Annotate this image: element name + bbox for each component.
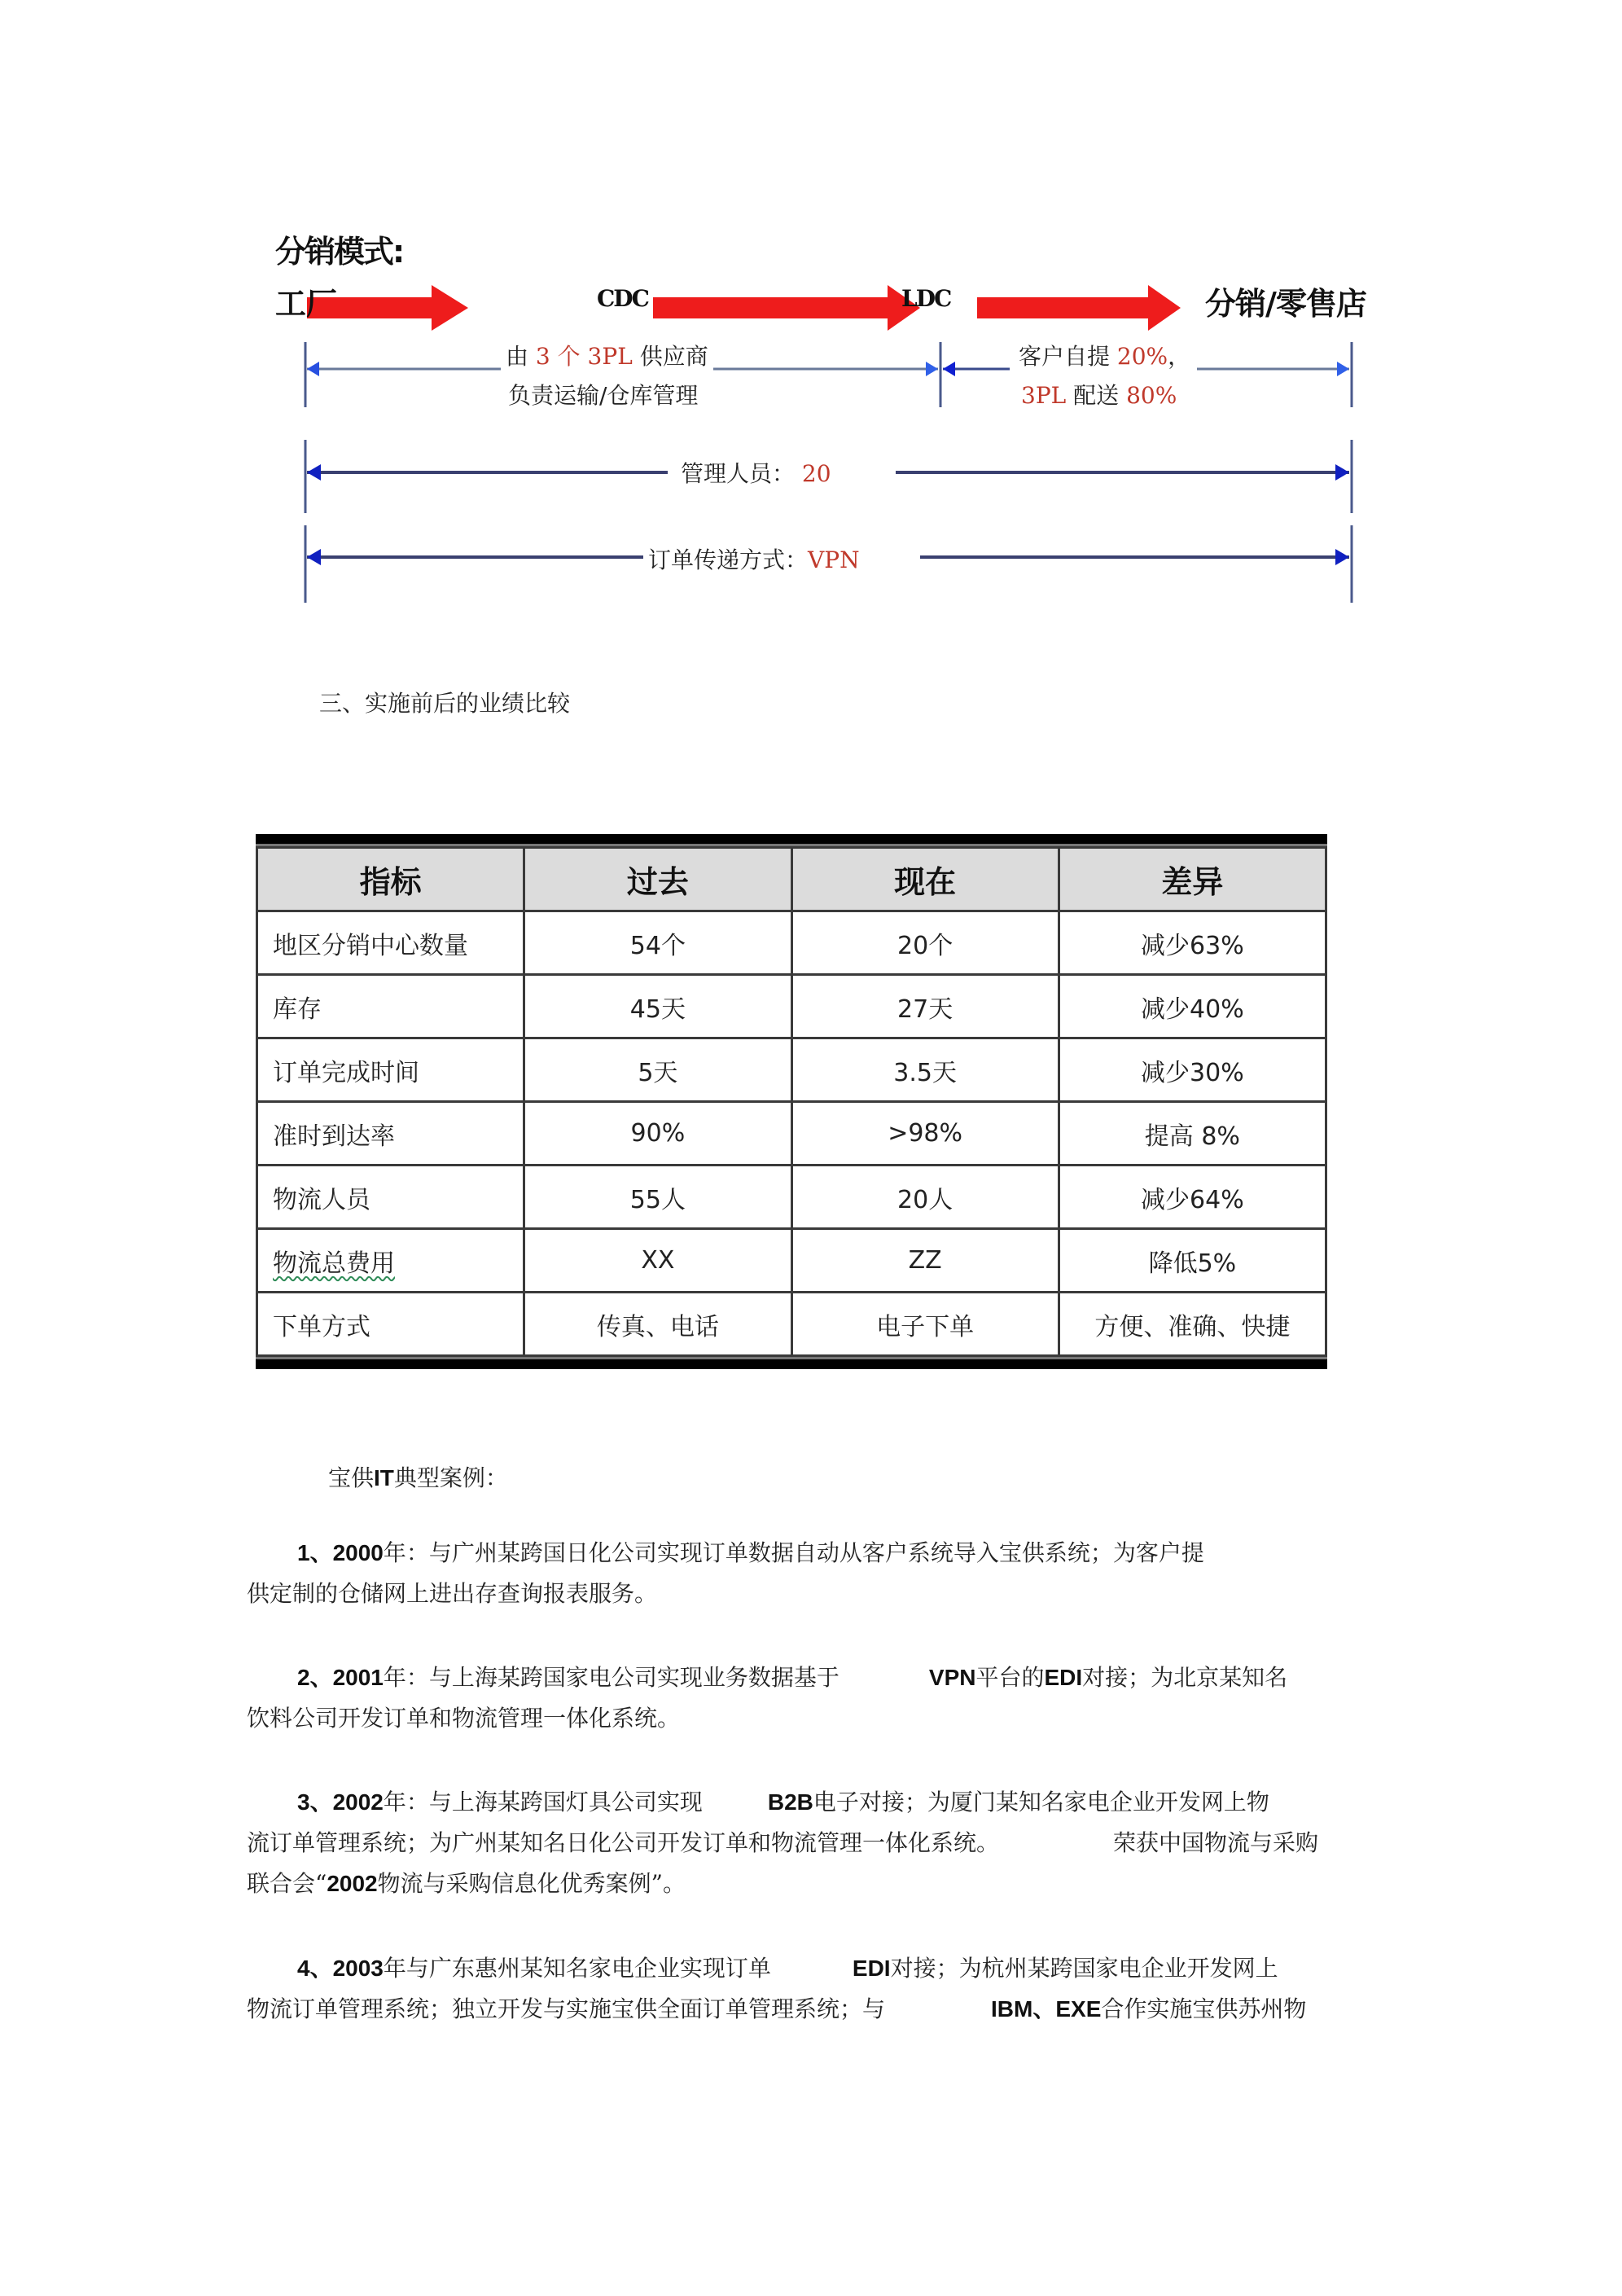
case-text: 荣获中国物流与采购 (1113, 1829, 1319, 1856)
paragraph-line (247, 1989, 1387, 2030)
case-year: 2003 (332, 1956, 384, 1981)
comparison-table (256, 846, 1327, 1357)
cell-present: >98% (791, 1102, 1059, 1166)
arrowhead-left-icon (307, 362, 319, 376)
table-row (257, 975, 1326, 1038)
cell-present: 27天 (791, 975, 1059, 1038)
cell-present: 20个 (791, 911, 1059, 975)
case-text: 合作实施宝供苏州物 (1101, 1995, 1307, 2022)
cell-past: XX (524, 1229, 791, 1293)
arrowhead-right-icon (926, 362, 938, 376)
label-text: 管理人员： (681, 460, 796, 487)
paragraph-line (247, 1533, 1387, 1574)
intro-text: 典型案例： (393, 1464, 508, 1491)
cell-indicator (257, 1229, 524, 1293)
table-row (257, 1038, 1326, 1102)
label-text: 供应商 (639, 343, 708, 370)
case-text: 物流与采购信息化优秀案例”。 (377, 1870, 686, 1897)
flow-arrow-ldc-store (977, 285, 1181, 331)
header-indicator: 指标 (257, 848, 524, 911)
case-bold: EDI (1044, 1665, 1083, 1690)
paragraph-line (247, 1657, 1387, 1698)
table-row (257, 1229, 1326, 1293)
label-3pl-delivery (1016, 378, 1181, 410)
arrowhead-right-icon (1335, 464, 1349, 481)
table-row (257, 911, 1326, 975)
arrowhead-left-icon (307, 464, 321, 481)
cell-present: 电子下单 (791, 1293, 1059, 1356)
intro-text: 宝供 (328, 1464, 375, 1491)
cell-present: 20人 (791, 1166, 1059, 1229)
cell-difference: 减少30% (1059, 1038, 1326, 1102)
table-row (257, 1293, 1326, 1356)
table-row (257, 1102, 1326, 1166)
table-row (257, 1166, 1326, 1229)
paragraph-line (247, 1782, 1387, 1823)
arrowhead-left-icon (307, 549, 321, 565)
node-store: 分销/零售店 (1205, 286, 1366, 322)
label-value: 20% (1116, 343, 1168, 370)
case-bold: VPN (928, 1665, 976, 1690)
diagram-title: 分销模式: (275, 234, 404, 270)
case-text: 对接；为北京某知名 (1082, 1664, 1288, 1691)
case-number: 2、 (297, 1665, 333, 1690)
table-header-row (257, 848, 1326, 911)
case-paragraph-4 (247, 1948, 1387, 2030)
label-value: 3 个 3PL (535, 343, 633, 370)
cell-past: 传真、电话 (524, 1293, 791, 1356)
cell-difference: 降低5% (1059, 1229, 1326, 1293)
cell-indicator: 准时到达率 (257, 1102, 524, 1166)
flow-arrow-shaft (977, 297, 1152, 318)
label-text: ， (1168, 343, 1191, 370)
section-heading: 三、实施前后的业绩比较 (319, 690, 571, 717)
cell-indicator: 物流人员 (257, 1166, 524, 1229)
case-bold: EDI (852, 1956, 891, 1981)
case-year: 2000 (332, 1540, 384, 1565)
cell-past: 5天 (524, 1038, 791, 1102)
case-paragraph-3 (247, 1782, 1387, 1904)
cell-difference: 减少40% (1059, 975, 1326, 1038)
cell-present: ZZ (791, 1229, 1059, 1293)
paragraph-line (247, 1948, 1387, 1989)
label-management-staff (676, 456, 836, 489)
node-ldc: LDC (901, 285, 951, 312)
case-text: 年：与上海某跨国灯具公司实现 (383, 1789, 703, 1815)
paragraph-line: 供定制的仓储网上进出存查询报表服务。 (247, 1580, 658, 1607)
case-text: 年与广东惠州某知名家电企业实现订单 (383, 1955, 771, 1982)
case-text: 联合会“ (247, 1870, 327, 1897)
case-text: 对接；为杭州某跨国家电企业开发网上 (890, 1955, 1278, 1982)
cell-present: 3.5天 (791, 1038, 1059, 1102)
arrowhead-right-icon (1337, 362, 1349, 376)
case-year: 2002 (332, 1789, 384, 1815)
case-text: 年：与广州某跨国日化公司实现订单数据自动从客户系统导入宝供系统；为客户提 (383, 1539, 1204, 1566)
cell-difference: 减少63% (1059, 911, 1326, 975)
label-value: 20 (801, 460, 831, 487)
label-value: 80% (1126, 382, 1177, 409)
label-transport-warehouse: 负责运输/仓库管理 (508, 382, 699, 409)
cell-past: 45天 (524, 975, 791, 1038)
table-bottom-border (256, 1357, 1327, 1369)
cell-indicator: 库存 (257, 975, 524, 1038)
cases-intro (328, 1458, 1468, 1499)
cell-past: 55人 (524, 1166, 791, 1229)
cell-past: 90% (524, 1102, 791, 1166)
label-customer-pickup (1014, 339, 1195, 371)
case-text: 年：与上海某跨国家电公司实现业务数据基于 (383, 1664, 839, 1691)
label-text: 订单传递方式： (648, 547, 809, 573)
case-text: 平台的 (975, 1664, 1045, 1691)
label-value: 3PL (1021, 382, 1067, 409)
label-text: 配送 (1073, 382, 1120, 409)
label-3pl-suppliers (501, 339, 713, 371)
arrowhead-right-icon (1335, 549, 1349, 565)
flow-arrow-cdc-ldc (653, 285, 920, 331)
distribution-model-diagram (269, 220, 1409, 611)
flow-arrow-head (432, 285, 468, 331)
paragraph-line: 饮料公司开发订单和物流管理一体化系统。 (247, 1705, 681, 1732)
case-text: 物流订单管理系统；独立开发与实施宝供全面订单管理系统；与 (247, 1995, 886, 2022)
paragraph-line (247, 1823, 1387, 1864)
case-bold: IBM、EXE (991, 1996, 1102, 2022)
case-paragraph-2 (247, 1657, 1387, 1739)
cell-indicator: 订单完成时间 (257, 1038, 524, 1102)
intro-bold: IT (374, 1465, 394, 1490)
cell-difference: 方便、准确、快捷 (1059, 1293, 1326, 1356)
performance-comparison-table (256, 834, 1327, 1369)
node-factory: 工厂 (275, 286, 338, 322)
case-year: 2001 (332, 1665, 384, 1690)
case-number: 1、 (297, 1540, 333, 1565)
cell-indicator: 地区分销中心数量 (257, 911, 524, 975)
flow-arrow-shaft (653, 297, 893, 318)
spellcheck-underlined-text: 物流总费用 (273, 1249, 395, 1278)
label-value: VPN (808, 547, 860, 573)
header-present: 现在 (791, 848, 1059, 911)
case-number: 3、 (297, 1789, 333, 1815)
header-past: 过去 (524, 848, 791, 911)
case-number: 4、 (297, 1956, 333, 1981)
case-bold: B2B (767, 1789, 813, 1815)
case-bold: 2002 (327, 1871, 378, 1896)
table-top-border (256, 834, 1327, 846)
node-cdc: CDC (597, 285, 648, 312)
cell-difference: 减少64% (1059, 1166, 1326, 1229)
paragraph-line (247, 1864, 1387, 1904)
flow-arrow-head (1148, 285, 1181, 331)
arrowhead-left-icon (943, 362, 955, 376)
label-text: 客户自提 (1019, 343, 1111, 370)
cell-difference: 提高 8% (1059, 1102, 1326, 1166)
cell-past: 54个 (524, 911, 791, 975)
case-paragraph-1 (247, 1533, 1387, 1614)
label-order-transfer (643, 542, 865, 575)
header-difference: 差异 (1059, 848, 1326, 911)
cell-indicator: 下单方式 (257, 1293, 524, 1356)
case-text: 电子对接；为厦门某知名家电企业开发网上物 (813, 1789, 1269, 1815)
case-text: 流订单管理系统；为广州某知名日化公司开发订单和物流管理一体化系统。 (247, 1829, 1000, 1856)
label-text: 由 (506, 343, 529, 370)
